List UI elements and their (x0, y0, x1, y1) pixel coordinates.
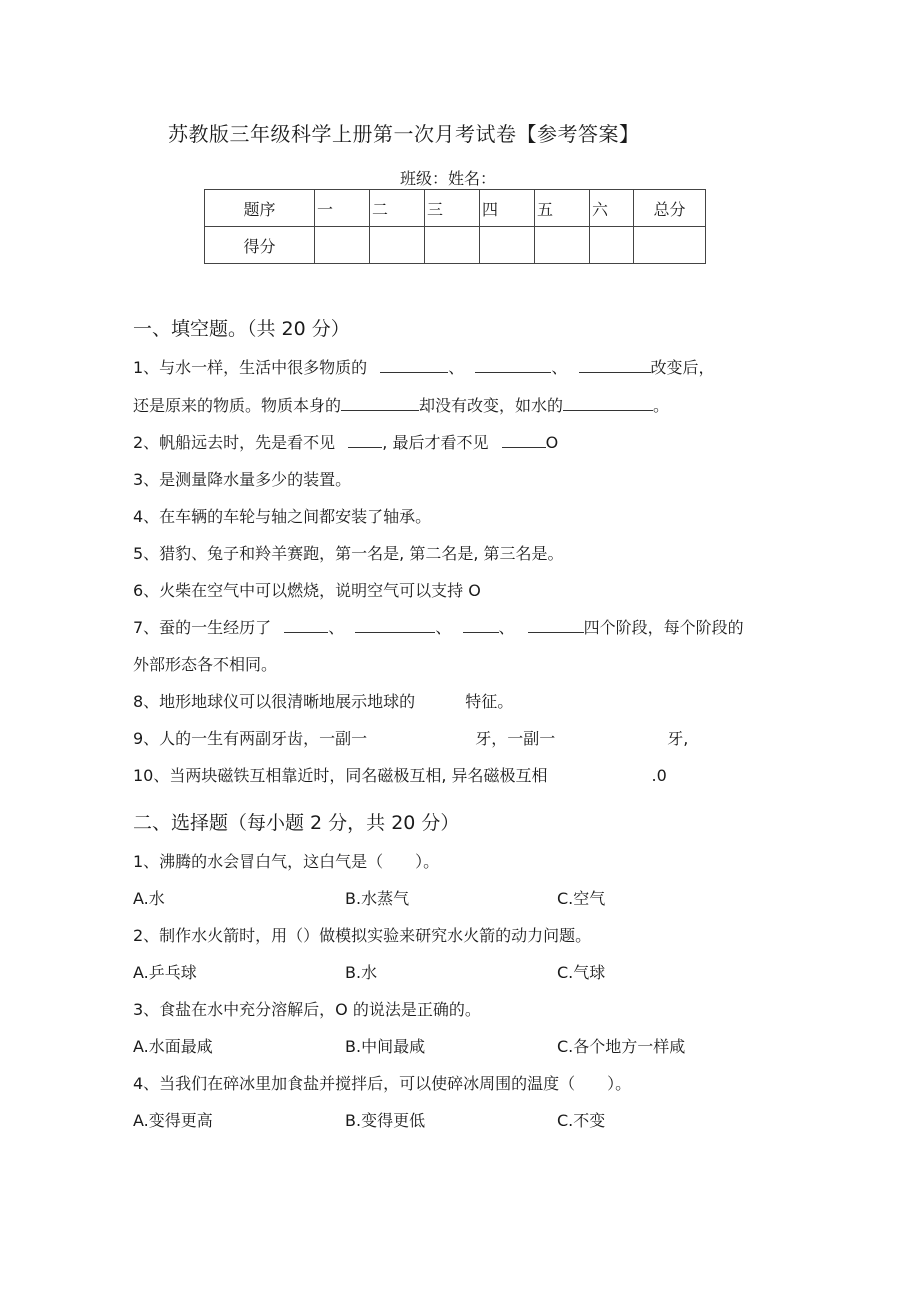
exam-title: 苏教版三年级科学上册第一次月考试卷【参考答案】 (168, 122, 640, 146)
question-text: 9、人的一生有两副牙齿，一副一 (133, 729, 368, 748)
question-5: 5、猎豹、兔子和羚羊赛跑，第一名是, 第二名是, 第三名是。 (133, 544, 564, 563)
question-3: 3、是测量降水量多少的装置。 (133, 470, 352, 489)
header-cell: 四 (480, 190, 535, 227)
answer-blank[interactable] (563, 396, 653, 411)
answer-blank[interactable] (463, 618, 499, 633)
choice-option[interactable]: A.水 (133, 889, 165, 908)
score-cell[interactable] (480, 227, 535, 264)
question-text: , 最后才看不见 (382, 433, 489, 452)
question-7-line-2: 外部形态各不相同。 (133, 655, 278, 674)
question-text: 特征。 (465, 692, 514, 711)
choice-question-1-stem: 1、沸腾的水会冒白气，这白气是（ ）。 (133, 852, 440, 871)
choice-option[interactable]: B.中间最咸 (345, 1037, 426, 1056)
question-7-line-1 (133, 615, 744, 638)
score-cell[interactable] (634, 227, 706, 264)
section2-heading: 二、选择题（每小题 2 分，共 20 分） (133, 812, 460, 834)
separator: 、 (551, 358, 568, 377)
header-cell: 总分 (634, 190, 706, 227)
choice-question-3-stem: 3、食盐在水中充分溶解后，O 的说法是正确的。 (133, 1000, 481, 1019)
score-cell[interactable] (535, 227, 590, 264)
question-1-line-2 (133, 393, 669, 416)
section1-heading: 一、填空题。（共 20 分） (133, 318, 350, 340)
choice-option[interactable]: B.水蒸气 (345, 889, 410, 908)
choice-option[interactable]: A.水面最咸 (133, 1037, 213, 1056)
choice-option[interactable]: A.乒乓球 (133, 963, 197, 982)
question-text: 2、帆船远去时，先是看不见 (133, 433, 336, 452)
question-8 (133, 689, 513, 712)
question-9 (133, 726, 688, 749)
separator: 、 (435, 618, 452, 637)
choice-option[interactable]: C.各个地方一样咸 (557, 1037, 686, 1056)
header-cell: 三 (425, 190, 480, 227)
score-table-score-row (205, 227, 706, 264)
question-2 (133, 430, 558, 453)
choice-option[interactable]: B.水 (345, 963, 378, 982)
answer-blank[interactable] (502, 433, 546, 448)
question-text: 。 (653, 396, 670, 415)
question-text: 却没有改变，如水的 (419, 396, 564, 415)
question-text: 8、地形地球仪可以很清晰地展示地球的 (133, 692, 416, 711)
question-text: 1、与水一样，生活中很多物质的 (133, 358, 368, 377)
choice-option[interactable]: C.气球 (557, 963, 606, 982)
answer-blank[interactable] (341, 396, 419, 411)
answer-blank[interactable] (475, 358, 551, 373)
header-cell: 二 (370, 190, 425, 227)
header-cell: 五 (535, 190, 590, 227)
score-cell[interactable] (370, 227, 425, 264)
answer-blank[interactable] (528, 618, 584, 633)
question-text: .0 (651, 766, 667, 785)
question-text: 还是原来的物质。物质本身的 (133, 396, 342, 415)
choice-question-4-stem: 4、当我们在碎冰里加食盐并搅拌后，可以使碎冰周围的温度（ ）。 (133, 1074, 632, 1093)
choice-option[interactable]: B.变得更低 (345, 1111, 426, 1130)
question-1-line-1 (133, 355, 715, 378)
score-cell[interactable] (315, 227, 370, 264)
question-text: 改变后， (650, 358, 715, 377)
separator: 、 (328, 618, 345, 637)
question-10 (133, 763, 667, 786)
question-text: 7、蚕的一生经历了 (133, 618, 272, 637)
choice-option[interactable]: C.空气 (557, 889, 606, 908)
score-cell[interactable] (425, 227, 480, 264)
row-label-cell: 得分 (205, 227, 315, 264)
question-text: 10、当两块磁铁互相靠近时，同名磁极互相, 异名磁极互相 (133, 766, 548, 785)
score-table-header-row (205, 190, 706, 227)
choice-option[interactable]: A.变得更高 (133, 1111, 213, 1130)
score-table (204, 189, 706, 264)
answer-blank[interactable] (348, 433, 382, 448)
header-cell: 六 (590, 190, 634, 227)
question-4: 4、在车辆的车轮与轴之间都安装了轴承。 (133, 507, 432, 526)
choice-option[interactable]: C.不变 (557, 1111, 606, 1130)
question-text: 四个阶段，每个阶段的 (583, 618, 744, 637)
question-text: 牙, (667, 729, 689, 748)
choice-question-2-stem: 2、制作水火箭时，用（）做模拟实验来研究水火箭的动力问题。 (133, 926, 592, 945)
header-cell: 题序 (205, 190, 315, 227)
separator: 、 (498, 618, 515, 637)
question-text: 牙，一副一 (475, 729, 556, 748)
class-name-line: 班级：姓名： (400, 169, 497, 188)
question-6: 6、火柴在空气中可以燃烧，说明空气可以支持 O (133, 581, 481, 600)
answer-blank[interactable] (355, 618, 435, 633)
header-cell: 一 (315, 190, 370, 227)
answer-blank[interactable] (284, 618, 328, 633)
question-text: O (545, 433, 559, 452)
answer-blank[interactable] (579, 358, 651, 373)
answer-blank[interactable] (380, 358, 448, 373)
score-cell[interactable] (590, 227, 634, 264)
separator: 、 (448, 358, 465, 377)
